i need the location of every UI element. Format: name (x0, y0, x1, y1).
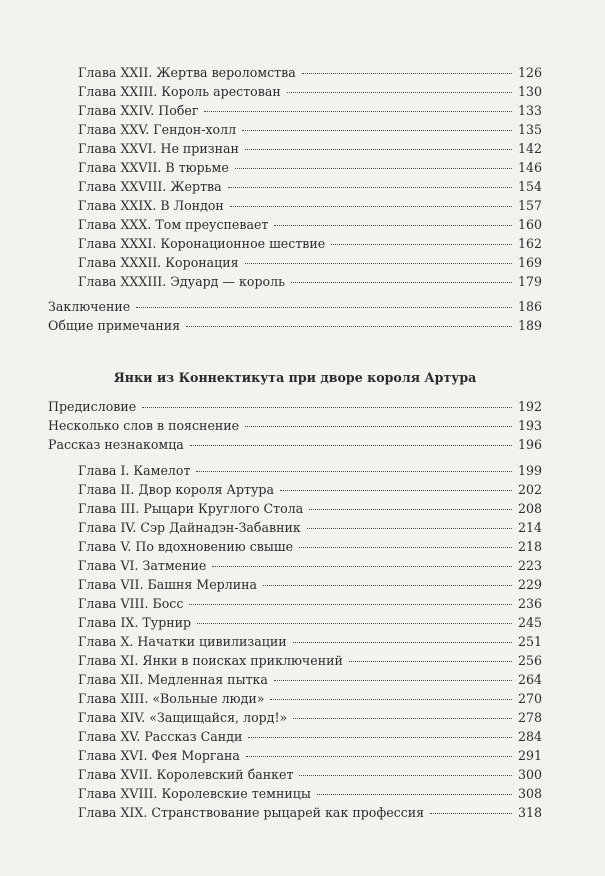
toc-entry-page-number: 223 (517, 558, 542, 573)
toc-entry (48, 670, 542, 690)
toc-entry (48, 297, 542, 317)
dot-leader (263, 585, 512, 586)
dot-leader (245, 263, 512, 264)
dot-leader (293, 718, 512, 719)
toc-entry-page-number: 300 (517, 767, 542, 782)
dot-leader (242, 130, 512, 131)
toc-entry-title: Предисловие (48, 399, 137, 414)
toc-entry-page-number: 196 (517, 437, 542, 452)
toc-entry (48, 727, 542, 747)
dot-leader (246, 756, 512, 757)
toc-entry-title: Глава XXIII. Король арестован (78, 84, 281, 99)
toc-entry-title: Общие примечания (48, 318, 181, 333)
dot-leader (270, 699, 512, 700)
toc-entry (48, 594, 542, 614)
toc-entry-title: Глава XXIV. Побег (78, 103, 199, 118)
toc-entry (48, 82, 542, 102)
toc-entry-title: Глава XXIX. В Лондон (78, 198, 224, 213)
toc-entry-title: Глава XXVIII. Жертва (78, 179, 222, 194)
dot-leader (245, 426, 512, 427)
dot-leader (228, 187, 512, 188)
dot-leader (299, 775, 511, 776)
dot-leader (212, 566, 512, 567)
toc-entry (48, 316, 542, 336)
dot-leader (299, 547, 512, 548)
toc-entry (48, 435, 542, 455)
dot-leader (189, 604, 512, 605)
toc-entry (48, 537, 542, 557)
toc-entry-page-number: 157 (517, 198, 542, 213)
toc-entry-title: Глава XIV. «Защищайся, лорд!» (78, 710, 288, 725)
toc-entry-page-number: 186 (517, 299, 542, 314)
toc-entry (48, 575, 542, 595)
toc-entry-page-number: 202 (517, 482, 542, 497)
dot-leader (291, 282, 512, 283)
dot-leader (274, 680, 512, 681)
toc-entry (48, 556, 542, 576)
toc-entry-page-number: 270 (517, 691, 542, 706)
toc-entry (48, 708, 542, 728)
toc-entry-page-number: 214 (517, 520, 542, 535)
toc-entry-page-number: 245 (517, 615, 542, 630)
toc-entry-page-number: 284 (517, 729, 542, 744)
dot-leader (204, 111, 512, 112)
toc-entry-title: Глава XXXIII. Эдуард — король (78, 274, 285, 289)
toc-entry-page-number: 133 (517, 103, 542, 118)
toc-entry-page-number: 318 (517, 805, 542, 820)
toc-entry-title: Глава VII. Башня Мерлина (78, 577, 258, 592)
toc-entry-page-number: 160 (517, 217, 542, 232)
toc-entry (48, 63, 542, 83)
toc-entry-page-number: 264 (517, 672, 542, 687)
dot-leader (235, 168, 512, 169)
toc-entry (48, 651, 542, 671)
toc-entry-title: Глава IX. Турнир (78, 615, 192, 630)
toc-entry-page-number: 126 (517, 65, 542, 80)
toc-entry-page-number: 218 (517, 539, 542, 554)
toc-entry (48, 272, 542, 292)
toc-entry-page-number: 142 (517, 141, 542, 156)
dot-leader (349, 661, 512, 662)
dot-leader (309, 509, 512, 510)
toc-entry-title: Глава XXV. Гендон-холл (78, 122, 237, 137)
toc-entry-title: Глава XVI. Фея Моргана (78, 748, 240, 763)
toc-entry-title: Глава XII. Медленная пытка (78, 672, 268, 687)
toc-entry-title: Глава XXXII. Коронация (78, 255, 239, 270)
toc-entry-title: Глава II. Двор короля Артура (78, 482, 274, 497)
toc-entry-title: Глава V. По вдохновению свыше (78, 539, 294, 554)
toc-entry-title: Глава XV. Рассказ Санди (78, 729, 243, 744)
toc-entry (48, 416, 542, 436)
dot-leader (280, 490, 512, 491)
toc-entry-title: Глава VI. Затмение (78, 558, 207, 573)
toc-entry (48, 613, 542, 633)
toc-entry-title: Глава XIII. «Вольные люди» (78, 691, 265, 706)
toc-entry-title: Глава XXVII. В тюрьме (78, 160, 229, 175)
dot-leader (302, 73, 512, 74)
toc-entry-title: Глава XXXI. Коронационное шествие (78, 236, 326, 251)
toc-entry-page-number: 199 (517, 463, 542, 478)
toc-entry (48, 499, 542, 519)
toc-entry (48, 139, 542, 159)
toc-entry (48, 120, 542, 140)
toc-entry-title: Глава XIX. Странствование рыцарей как профессия (78, 805, 425, 820)
toc-entry (48, 784, 542, 804)
toc-entry-page-number: 291 (517, 748, 542, 763)
toc-entry (48, 746, 542, 766)
toc-entry-title: Рассказ незнакомца (48, 437, 184, 452)
toc-entry-page-number: 135 (517, 122, 542, 137)
toc-entry-title: Глава X. Начатки цивилизации (78, 634, 287, 649)
section-heading: Янки из Коннектикута при дворе короля Артура (113, 370, 477, 385)
dot-leader (196, 471, 511, 472)
dot-leader (331, 244, 512, 245)
toc-entry-page-number: 130 (517, 84, 542, 99)
dot-leader (274, 225, 512, 226)
toc-entry (48, 518, 542, 538)
toc-entry-title: Глава III. Рыцари Круглого Стола (78, 501, 304, 516)
toc-entry-title: Глава XVII. Королевский банкет (78, 767, 294, 782)
dot-leader (186, 326, 512, 327)
toc-entry-title: Глава XI. Янки в поисках приключений (78, 653, 343, 668)
toc-entry (48, 177, 542, 197)
dot-leader (136, 307, 512, 308)
toc-entry (48, 803, 542, 823)
toc-entry-title: Глава IV. Сэр Дайнадэн-Забавник (78, 520, 301, 535)
dot-leader (307, 528, 512, 529)
toc-entry (48, 215, 542, 235)
toc-entry-page-number: 193 (517, 418, 542, 433)
toc-entry-page-number: 146 (517, 160, 542, 175)
toc-entry (48, 397, 542, 417)
dot-leader (230, 206, 512, 207)
toc-entry-page-number: 229 (517, 577, 542, 592)
toc-entry (48, 101, 542, 121)
toc-entry-page-number: 308 (517, 786, 542, 801)
toc-entry-page-number: 192 (517, 399, 542, 414)
toc-entry-title: Глава I. Камелот (78, 463, 191, 478)
toc-entry-page-number: 256 (517, 653, 542, 668)
toc-entry-page-number: 154 (517, 179, 542, 194)
toc-entry-page-number: 251 (517, 634, 542, 649)
dot-leader (190, 445, 512, 446)
dot-leader (293, 642, 512, 643)
toc-entry (48, 196, 542, 216)
toc-entry-title: Глава VIII. Босс (78, 596, 184, 611)
toc-entry (48, 234, 542, 254)
toc-entry (48, 461, 542, 481)
toc-entry-page-number: 169 (517, 255, 542, 270)
toc-entry (48, 689, 542, 709)
toc-entry-title: Глава XVIII. Королевские темницы (78, 786, 311, 801)
dot-leader (197, 623, 512, 624)
toc-entry-page-number: 179 (517, 274, 542, 289)
toc-entry-title: Несколько слов в пояснение (48, 418, 240, 433)
dot-leader (317, 794, 512, 795)
toc-entry-title: Глава XXX. Том преуспевает (78, 217, 269, 232)
toc-entry (48, 158, 542, 178)
dot-leader (430, 813, 512, 814)
dot-leader (248, 737, 512, 738)
toc-entry-title: Глава XXII. Жертва вероломства (78, 65, 296, 80)
toc-entry-title: Заключение (48, 299, 131, 314)
toc-entry-page-number: 189 (517, 318, 542, 333)
dot-leader (142, 407, 512, 408)
dot-leader (287, 92, 512, 93)
toc-entry-title: Глава XXVI. Не признан (78, 141, 239, 156)
toc-entry (48, 765, 542, 785)
toc-entry-page-number: 162 (517, 236, 542, 251)
toc-entry (48, 480, 542, 500)
toc-entry-page-number: 278 (517, 710, 542, 725)
dot-leader (245, 149, 512, 150)
toc-entry-page-number: 208 (517, 501, 542, 516)
toc-entry (48, 632, 542, 652)
toc-entry-page-number: 236 (517, 596, 542, 611)
toc-entry (48, 253, 542, 273)
